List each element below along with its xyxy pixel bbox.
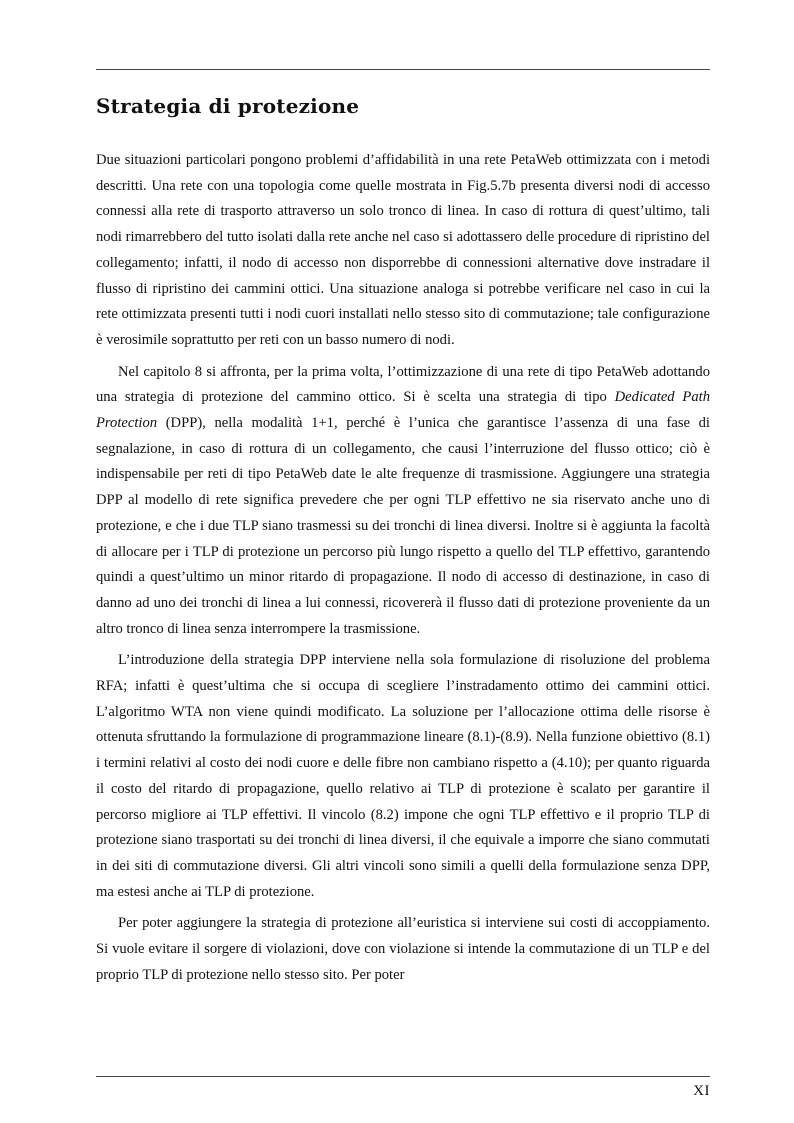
paragraph-3: L’introduzione della strategia DPP interviene nella sola formulazione di risoluzione del problema RFA; infatti è quest’ultima che si occupa di scegliere l’instradamento ottimo dei cammini ottici. L’algoritmo WTA non viene quindi modificato. La soluzione per l’allocazione ottima delle risorse è ottenuta sfruttando la formulazione di programmazione lineare (8.1)-(8.9). Nella funzione obiettivo (8.1) i termini relativi al costo dei nodi cuore e delle fibre non cambiano rispetto a (4.10); per quanto riguarda il costo del ritardo di propagazione, quello relativo ai TLP di protezione è scalato per garantire il percorso migliore ai TLP effettivi. Il vincolo (8.2) impone che ogni TLP effettivo e il proprio TLP di protezione siano trasportati su dei tronchi di linea diversi, il che equivale a imporre che siano commutati in dei siti di commutazione diversi. Gli altri vincoli sono simili a quelli della formulazione senza DPP, ma estesi anche ai TLP di protezione.	[96, 652, 710, 900]
paragraph-4: Per poter aggiungere la strategia di protezione all’euristica si interviene sui costi di accoppiamento. Si vuole evitare il sorgere di violazioni, dove con violazione si intende la commutazione di un TLP e del proprio TLP di protezione nello stesso sito. Per poter	[96, 915, 710, 983]
paragraph-1: Due situazioni particolari pongono problemi d’affidabilità in una rete PetaWeb ottimizzata con i metodi descritti. Una rete con una topologia come quelle mostrata in Fig.5.7b presenta diversi nodi di accesso connessi alla rete di trasporto attraverso un solo tronco di linea. In caso di rottura di quest’ultimo, tali nodi rimarrebbero del tutto isolati dalla rete anche nel caso si adottassero delle procedure di ripristino del collegamento; infatti, il nodo di accesso non disporrebbe di connessioni alternative dove instradare il flusso di ripristino dei cammini ottici. Una situazione analoga si potrebbe verificare nel caso in cui la rete ottimizzata presenti tutti i nodi cuori installati nello stesso sito di commutazione; tale configurazione è verosimile soprattutto per reti con un basso numero di nodi.	[96, 152, 710, 348]
header-rule	[96, 69, 710, 70]
dpp-term: Dedicated Path Protection	[96, 389, 710, 432]
paragraph-2-after: (DPP), nella modalità 1+1, perché è l’unica che garantisce l’assenza di una fase di segnalazione, in caso di rottura di un collegamento, che causi l’interruzione del flusso ottico; ciò è indispensabile per reti di tipo PetaWeb date le alte frequenze di trasmissione. Aggiungere una strategia DPP al modello di rete significa prevedere che per ogni TLP effettivo ne sia riservato anche uno di protezione, e che i due TLP siano trasmessi su dei tronchi di linea diversi. Inoltre si è aggiunta la facoltà di allocare per i TLP di protezione un percorso più lungo rispetto a quello del TLP effettivo, garantendo quindi a quest’ultimo un minor ritardo di propagazione. Il nodo di accesso di destinazione, in caso di danno ad uno dei tronchi di linea a lui connessi, ricovererà il flusso dati di protezione proveniente da un altro tronco di linea senza interrompere la trasmissione.	[96, 415, 710, 637]
body-text	[96, 148, 710, 995]
section-title: Strategia di protezione	[96, 94, 360, 118]
footer-rule	[96, 1076, 710, 1077]
paragraph-2	[96, 360, 710, 643]
paragraph-2-before: Nel capitolo 8 si affronta, per la prima volta, l’ottimizzazione di una rete di tipo PetaWeb adottando una strategia di protezione del cammino ottico. Si è scelta una strategia di tipo	[96, 363, 710, 406]
page-number: XI	[693, 1083, 710, 1099]
